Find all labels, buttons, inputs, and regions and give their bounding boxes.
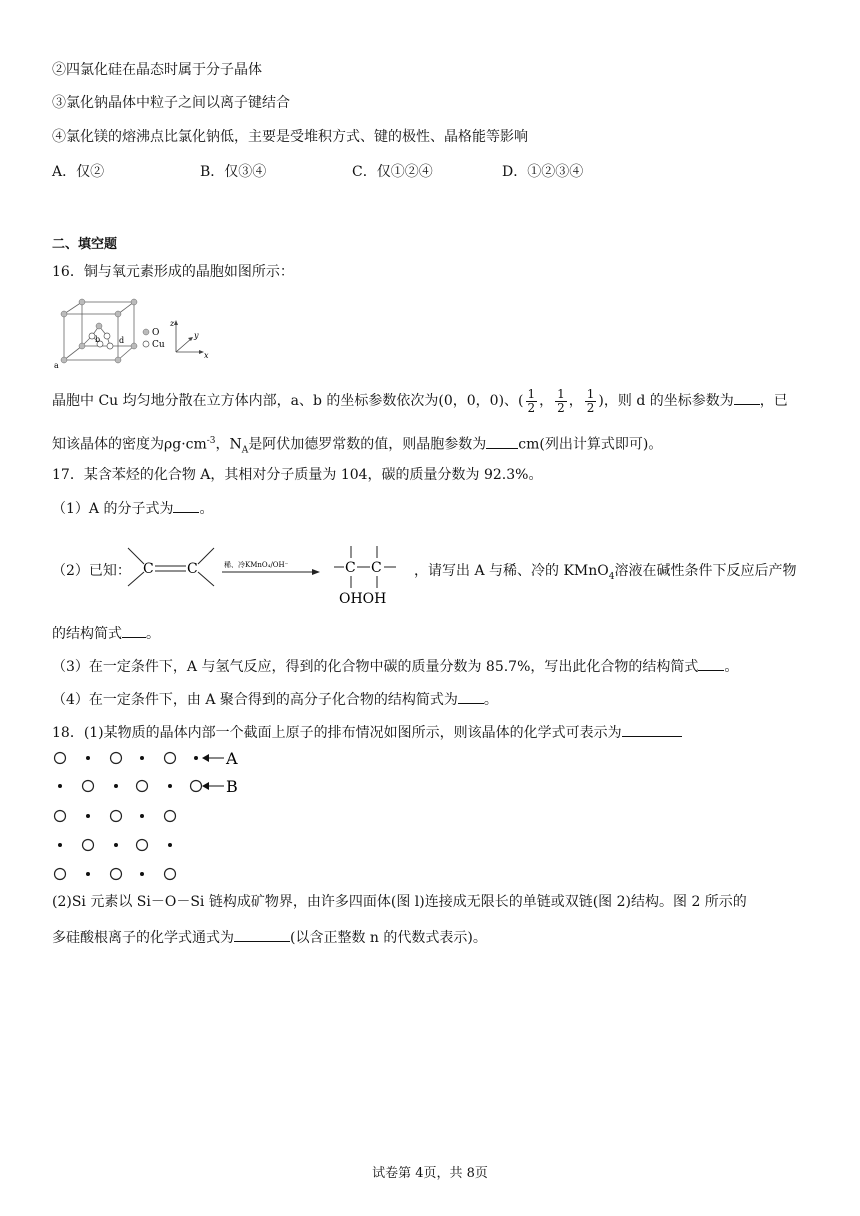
q18-part-1: 18．(1)某物质的晶体内部一个截面上原子的排布情况如图所示，则该晶体的化学式可表示为 xyxy=(52,722,682,743)
label-d: d xyxy=(119,336,125,345)
product-c1: C xyxy=(345,560,356,576)
answer-blank-hydrogenated[interactable] xyxy=(698,656,724,671)
axis-y: y xyxy=(194,331,199,340)
q15-option-a: A．仅② xyxy=(52,164,105,180)
q18-part-2-line1: (2)Si 元素以 Si－O－Si 链构成矿物界，由许多四面体(图 l)连接成无限长的单链或双链(图 2)结构。图 2 所示的 xyxy=(52,894,747,910)
fraction-half-2: $\frac{1}{2}$ xyxy=(557,386,565,415)
q16-stem: 16．铜与氧元素形成的晶胞如图所示： xyxy=(52,264,294,280)
answer-blank-product[interactable] xyxy=(122,623,146,638)
answer-blank-d[interactable] xyxy=(734,390,760,405)
reagent-label: 稀、冷KMnO₄/OH⁻ xyxy=(224,561,289,569)
reaction-scheme xyxy=(124,536,414,608)
answer-blank-polymer[interactable] xyxy=(458,689,484,704)
legend-o: O xyxy=(152,328,160,338)
product-c2: C xyxy=(371,560,382,576)
answer-blank-cell-param[interactable] xyxy=(486,434,518,449)
q17-part-4: （4）在一定条件下，由 A 聚合得到的高分子化合物的结构简式为 。 xyxy=(52,689,498,710)
q17-part-2-label: （2）已知： xyxy=(52,563,131,579)
q16-line-2: 知该晶体的密度为$\rho g\cdot cm^{-3}$，$N_A$是阿伏加德罗常数的值，则晶胞参数为 cm(列出计算式即可)。 xyxy=(52,431,662,460)
q17-stem: 17．某含苯烃的化合物 A，其相对分子质量为 104，碳的质量分数为 92.3%。 xyxy=(52,467,543,483)
q15-option-b: B．仅③④ xyxy=(200,164,267,180)
answer-blank-formula[interactable] xyxy=(173,498,199,513)
reactant-c1: C xyxy=(143,561,154,577)
label-a: a xyxy=(54,361,59,370)
product-hydroxyls: OHOH xyxy=(339,591,387,607)
page-footer: 试卷第 4页，共 8页 xyxy=(372,1166,488,1181)
label-atom-b: B xyxy=(226,777,238,796)
answer-blank-silicate[interactable] xyxy=(234,927,290,942)
q15-option-d: D．①②③④ xyxy=(502,164,584,180)
q16-unit-cell-figure xyxy=(52,296,222,370)
label-b: b xyxy=(95,335,101,344)
legend-cu: Cu xyxy=(152,340,165,350)
label-atom-a: A xyxy=(226,749,238,768)
q15-statement-2: ②四氯化硅在晶态时属于分子晶体 xyxy=(52,62,262,78)
q15-statement-3: ③氯化钠晶体中粒子之间以离子键结合 xyxy=(52,95,290,111)
fraction-half-1: $\frac{1}{2}$ xyxy=(527,386,536,415)
q16-line-1: 晶胞中 Cu 均匀地分散在立方体内部，a、b 的坐标参数依次为(0，0，0)、( $\frac{1}{2}$ ， $\frac{1}{2}$ ， $\frac{1}{2}$ )，则 d 的坐标参数为 ，已 xyxy=(52,386,788,415)
q17-part-1: （1）A 的分子式为 。 xyxy=(52,498,213,519)
atom-arrangement-figure xyxy=(52,748,262,888)
section-title: 二、填空题 xyxy=(52,237,118,252)
reactant-c2: C xyxy=(187,561,198,577)
q17-part-3: （3）在一定条件下，A 与氢气反应，得到的化合物中碳的质量分数为 85.7%，写出此化合物的结构简式 。 xyxy=(52,656,738,677)
q15-option-c: C．仅①②④ xyxy=(352,164,433,180)
axis-x: x xyxy=(204,351,209,360)
axis-z: z xyxy=(170,319,175,328)
q15-statement-4: ④氯化镁的熔沸点比氯化钠低，主要是受堆积方式、键的极性、晶格能等影响 xyxy=(52,129,528,145)
q17-part-2-line2: 的结构简式 。 xyxy=(52,623,160,644)
answer-blank-crystal-formula[interactable] xyxy=(622,722,682,737)
fraction-half-3: $\frac{1}{2}$ xyxy=(586,386,595,415)
q17-part-2-tail: ，请写出 A 与稀、冷的 KMnO$_4$溶液在碱性条件下反应后产物 xyxy=(414,563,797,582)
q18-part-2-line2: 多硅酸根离子的化学式通式为 (以含正整数 n 的代数式表示)。 xyxy=(52,927,487,948)
